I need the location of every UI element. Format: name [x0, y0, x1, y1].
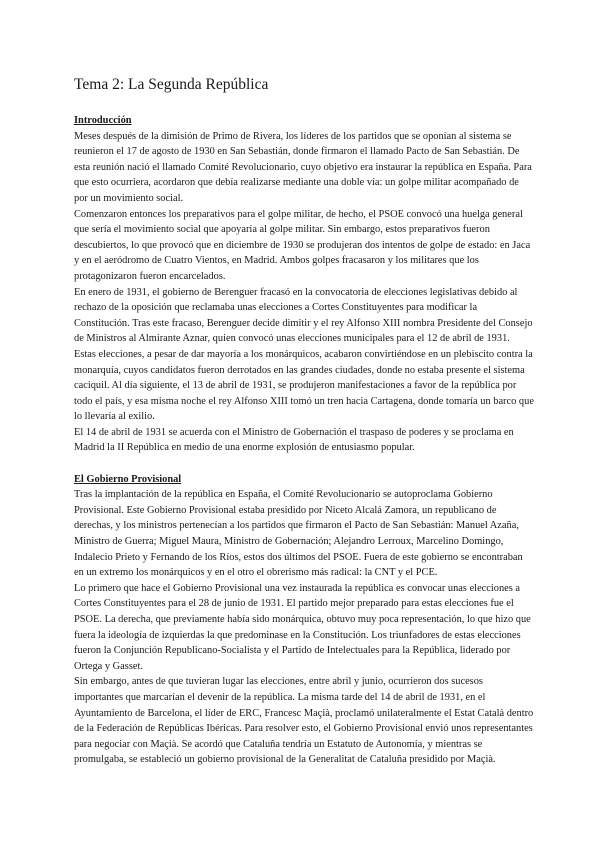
- section-introduccion: [74, 113, 534, 456]
- paragraph: Estas elecciones, a pesar de dar mayoría a los monárquicos, acabaron convirtiéndose en un plebiscito contra la monarquía, cuyos candidatos fueron derrotados en las grandes ciudades, donde no estaba presente el sistema caciquil. Al día siguiente, el 13 de abril de 1931, se produjeron manifestaciones a favor de la república por todo el país, y esa misma noche el rey Alfonso XIII tomó un tren hacia Cartagena, donde tomaría un barco que lo llevaría al exilio.: [74, 348, 534, 423]
- paragraph: Sin embargo, antes de que tuvieran lugar las elecciones, entre abril y junio, ocurrieron dos sucesos importantes que marcarían el devenir de la república. La misma tarde del 14 de abril de 1931, en el Ayuntamiento de Barcelona, el líder de ERC, Francesc Maçià, proclamó unilateralmente el Estat Català dentro de la Federación de Repúblicas Ibéricas. Para resolver esto, el Gobierno Provisional envió unos representantes para negociar con Maçià. Se acordó que Cataluña tendría un Estatuto de Autonomía, y mientras se promulgaba, se estableció un gobierno provisional de la Generalitat de Cataluña presidido por Maçià.: [74, 676, 534, 766]
- paragraph: En enero de 1931, el gobierno de Berenguer fracasó en la convocatoria de elecciones legislativas debido al rechazo de la oposición que reclamaba unas elecciones a Cortes Constituyentes para modificar la Constitución. Tras este fracaso, Berenguer decide dimitir y el rey Alfonso XIII nombra Presidente del Consejo de Ministros al Almirante Aznar, quien convocó unas elecciones municipales para el 12 de abril de 1931.: [74, 286, 533, 345]
- section-gobierno-provisional: [74, 472, 534, 768]
- paragraph: El 14 de abril de 1931 se acuerda con el Ministro de Gobernación el traspaso de poderes y se proclama en Madrid la II República en medio de una enorme explosión de entusiasmo popular.: [74, 426, 514, 454]
- paragraph: Tras la implantación de la república en España, el Comité Revolucionario se autoproclama Gobierno Provisional. Este Gobierno Provisional estaba presidido por Niceto Alcalá Zamora, un republicano de derechas, y los ministros pertenecían a los partidos que firmaron el Pacto de San Sebastián: Manuel Azaña, Ministro de Guerra; Miguel Maura, Ministro de Gobernación; Alejandro Lerroux, Marcelino Domingo, Indalecio Prieto y Fernando de los Ríos, estos dos últimos del PSOE. Fuera de este gobierno se encontraban en un extremo los monárquicos y en el otro el obrerismo más radical: la CNT y el PCE.: [74, 489, 523, 579]
- section-spacer: [74, 456, 534, 472]
- section-heading: Introducción: [74, 115, 132, 126]
- paragraph: Comenzaron entonces los preparativos para el golpe militar, de hecho, el PSOE convocó una huelga general que sería el movimiento social que apoyaría al golpe militar. Sin embargo, estos preparativos fueron descubiertos, lo que provocó que en diciembre de 1930 se produjeran dos intentos de golpe de estado: en Jaca y en el aeródromo de Cuatro Vientos, en Madrid. Ambos golpes fracasaron y los militares que los protagonizaron fueron encarcelados.: [74, 208, 531, 282]
- section-heading: El Gobierno Provisional: [74, 473, 182, 485]
- paragraph: Meses después de la dimisión de Primo de Rivera, los líderes de los partidos que se oponían al sistema se reunieron el 17 de agosto de 1930 en San Sebastián, donde firmaron el llamado Pacto de San Sebastián. De esta reunión nació el llamado Comité Revolucionario, cuyo objetivo era instaurar la república en España. Para que esto ocurriera, acordaron que debía realizarse mediante una doble vía: un golpe militar acompañado de por un movimiento social.: [74, 130, 532, 204]
- page-title: Tema 2: La Segunda República: [74, 76, 269, 93]
- paragraph: Lo primero que hace el Gobierno Provisional una vez instaurada la república es convocar unas elecciones a Cortes Constituyentes para el 28 de junio de 1931. El partido mejor preparado para estas elecciones fue el PSOE. La derecha, que previamente había sido monárquica, obtuvo muy poca representación, lo que hizo que fuera la ideología de izquierdas la que predominase en la Constitución. Los triunfadores de estas elecciones fueron la Conjunción Republicano-Socialista y el Partido de Intelectuales para la República, liderado por Ortega y Gasset.: [74, 582, 531, 672]
- document-body: [74, 76, 534, 768]
